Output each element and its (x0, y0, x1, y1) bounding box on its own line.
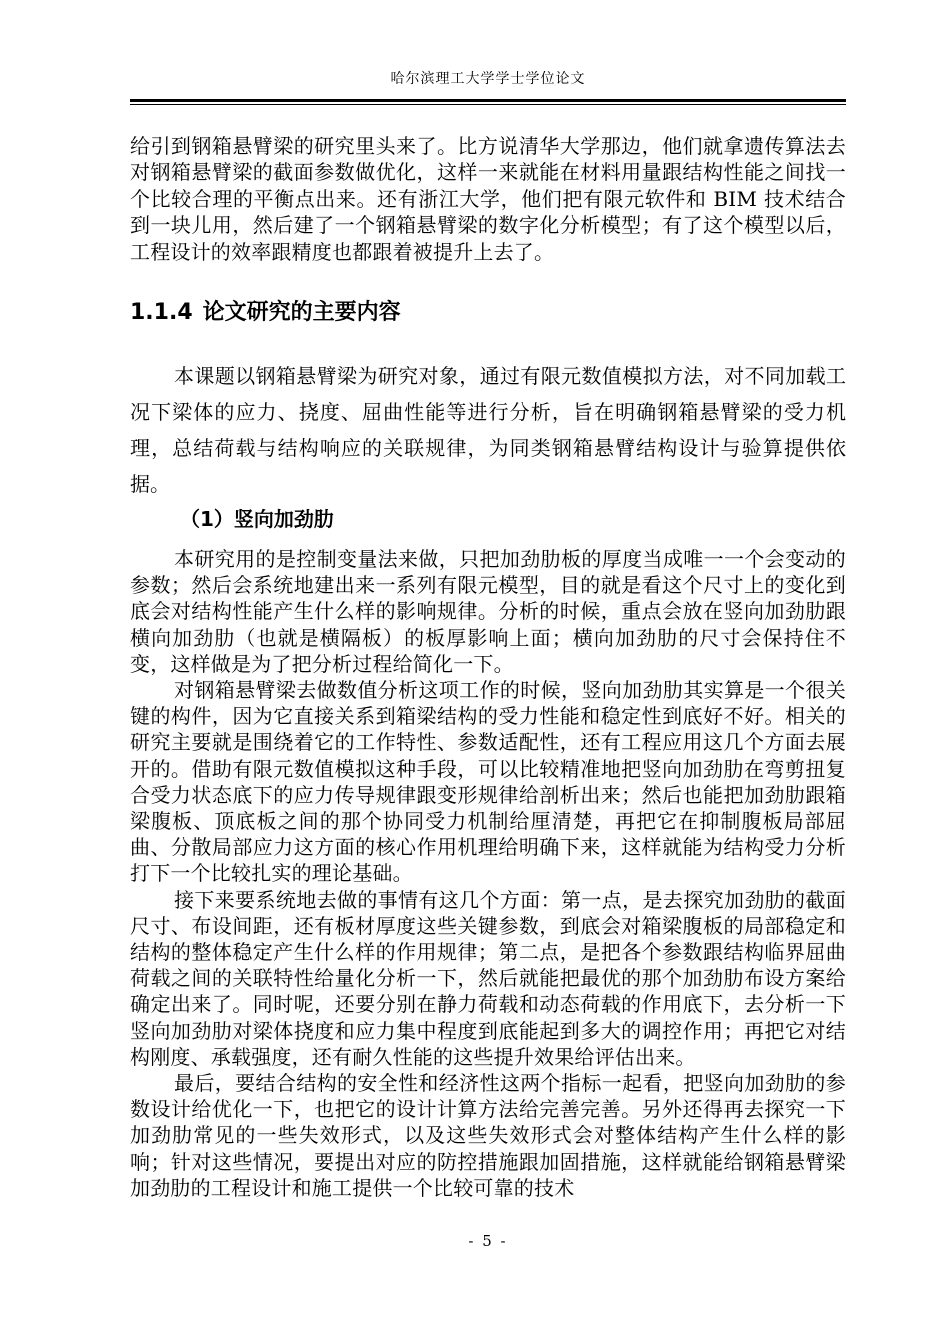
body-paragraph: 接下来要系统地去做的事情有这几个方面：第一点，是去探究加劲肋的截面尺寸、布设间距，还有板材厚度这些关键参数，到底会对箱梁腹板的局部稳定和结构的整体稳定产生什么样的作用规律；第二点，是把各个参数跟结构临界屈曲荷载之间的关联特性给量化分析一下，然后就能把最优的那个加劲肋布设方案给确定出来了。同时呢，还要分别在静力荷载和动态荷载的作用底下，去分析一下竖向加劲肋对梁体挠度和应力集中程度到底能起到多大的调控作用；再把它对结构刚度、承载强度，还有耐久性能的这些提升效果给评估出来。 (130, 887, 846, 1069)
body-paragraph: 对钢箱悬臂梁去做数值分析这项工作的时候，竖向加劲肋其实算是一个很关键的构件，因为它直接关系到箱梁结构的受力性能和稳定性到底好不好。相关的研究主要就是围绕着它的工作特性、参数适配性，还有工程应用这几个方面去展开的。借助有限元数值模拟这种手段，可以比较精准地把竖向加劲肋在弯剪扭复合受力状态底下的应力传导规律跟变形规律给剖析出来；然后也能把加劲肋跟箱梁腹板、顶底板之间的那个协同受力机制给厘清楚，再把它在抑制腹板局部屈曲、分散局部应力这方面的核心作用机理给明确下来，这样就能为结构受力分析打下一个比较扎实的理论基础。 (130, 678, 846, 886)
body-paragraph: 本研究用的是控制变量法来做，只把加劲肋板的厚度当成唯一一个会变动的参数；然后会系统地建出来一系列有限元模型，目的就是看这个尺寸上的变化到底会对结构性能产生什么样的影响规律。分析的时候，重点会放在竖向加劲肋跟横向加劲肋（也就是横隔板）的板厚影响上面；横向加劲肋的尺寸会保持住不变，这样做是为了把分析过程给简化一下。 (130, 547, 846, 676)
section-number: 1.1.4 (130, 300, 193, 325)
header-rule-thick (130, 99, 846, 102)
section-heading (130, 298, 846, 328)
running-header: 哈尔滨理工大学学士学位论文 (390, 71, 586, 87)
header-rule-thin (130, 104, 846, 105)
section-title: 论文研究的主要内容 (202, 300, 401, 325)
section-intro-paragraph: 本课题以钢箱悬臂梁为研究对象，通过有限元数值模拟方法，对不同加载工况下梁体的应力、挠度、屈曲性能等进行分析，旨在明确钢箱悬臂梁的受力机理，总结荷载与结构响应的关联规律，为同类钢箱悬臂结构设计与验算提供依据。 (130, 364, 846, 496)
subsection-heading: （1）竖向加劲肋 (180, 507, 334, 531)
subsection-body (130, 546, 846, 1201)
body-paragraph: 最后，要结合结构的安全性和经济性这两个指标一起看，把竖向加劲肋的参数设计给优化一下，也把它的设计计算方法给完善完善。另外还得再去探究一下加劲肋常见的一些失效形式，以及这些失效形式会对整体结构产生什么样的影响；针对这些情况，要提出对应的防控措施跟加固措施，这样就能给钢箱悬臂梁加劲肋的工程设计和施工提供一个比较可靠的技术 (130, 1071, 846, 1200)
continuation-paragraph: 给引到钢箱悬臂梁的研究里头来了。比方说清华大学那边，他们就拿遗传算法去对钢箱悬臂梁的截面参数做优化，这样一来就能在材料用量跟结构性能之间找一个比较合理的平衡点出来。还有浙江大学，他们把有限元软件和 BIM 技术结合到一块儿用，然后建了一个钢箱悬臂梁的数字化分析模型；有了这个模型以后，工程设计的效率跟精度也都跟着被提升上去了。 (130, 134, 846, 264)
page-number: - 5 - (468, 1232, 508, 1250)
